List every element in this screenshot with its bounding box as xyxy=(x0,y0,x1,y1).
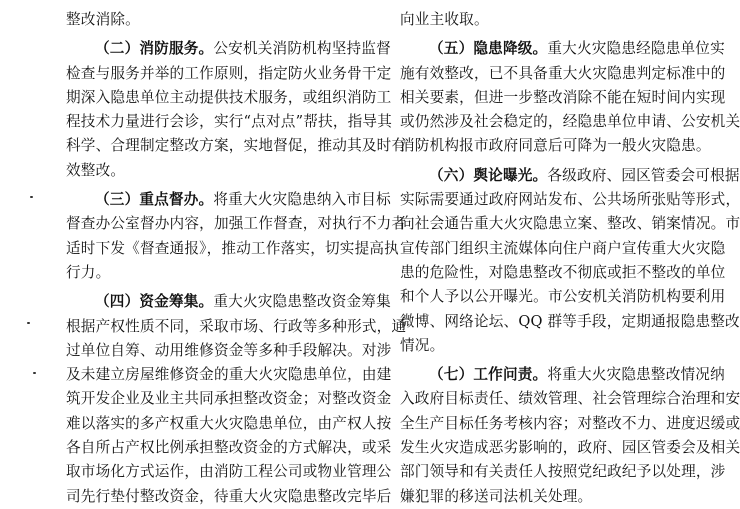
paragraph-heading: （二）消防服务。 xyxy=(95,40,214,58)
paragraph-line: 过单位自筹、动用维修资金等多种手段解决。对涉 xyxy=(66,341,392,359)
scan-speck xyxy=(30,196,33,198)
paragraph-line: 科学、合理制定整改方案，实地督促，推动其及时有 xyxy=(66,137,407,155)
paragraph-line: 部门领导和有关责任人按照党纪政纪予以处理，涉 xyxy=(400,463,726,481)
paragraph-line: 督查办公室督办内容，加强工作督查，对执行不力者 xyxy=(66,215,407,233)
paragraph-line: 微博、网络论坛、QQ 群等手段，定期通报隐患整改 xyxy=(400,312,740,330)
paragraph-line: 根据产权性质不同，采取市场、行政等多种形式，通 xyxy=(66,317,407,335)
paragraph-text: 重大火灾隐患整改资金筹集 xyxy=(213,293,391,311)
intro-tail: 整改消除。 xyxy=(66,11,140,28)
paragraph-line: 患的危险性，对隐患整改不彻底或拒不整改的单位 xyxy=(400,263,726,281)
paragraph-first-line xyxy=(400,363,725,387)
paragraph-key-supervision xyxy=(66,188,407,285)
paragraph-line: 情况。 xyxy=(400,336,445,354)
carry-over-text: 向业主收取。 xyxy=(400,11,489,28)
paragraph-heading: （六）舆论曝光。 xyxy=(429,166,548,184)
paragraph-line: 施有效整改，已不具备重大火灾隐患判定标准中的 xyxy=(400,64,726,82)
paragraph-line: 期深入隐患单位主动提供技术服务，或组织消防工 xyxy=(66,88,392,106)
paragraph-text: 各级政府、园区管委会可根据 xyxy=(547,166,740,184)
paragraph-line: 司先行垫付整改资金，待重大火灾隐患整改完毕后 xyxy=(66,487,392,505)
paragraph-line: 向社会通告重大火灾隐患立案、整改、销案情况。市 xyxy=(400,215,740,233)
paragraph-line: 和个人予以公开曝光。市公安机关消防机构要利用 xyxy=(400,288,726,306)
paragraph-text: 重大火灾隐患经隐患单位实 xyxy=(547,40,725,58)
paragraph-line: 及未建立房屋维修资金的重大火灾隐患单位，由建 xyxy=(66,366,392,384)
paragraph-heading: （四）资金筹集。 xyxy=(95,293,214,311)
paragraph-text: 将重大火灾隐患整改情况纳 xyxy=(547,366,725,384)
paragraph-line: 入政府目标责任、绩效管理、社会管理综合治理和安 xyxy=(400,390,740,408)
paragraph-text: 将重大火灾隐患纳入市目标 xyxy=(213,191,391,209)
paragraph-line: 相关要素，但进一步整改消除不能在短时间内实现 xyxy=(400,88,726,106)
paragraph-line: 或仍然涉及社会稳定的，经隐患单位申请、公安机关 xyxy=(400,113,740,131)
paragraph-line: 适时下发《督查通报》，推动工作落实，切实提高执 xyxy=(66,239,399,257)
paragraph-line: 难以落实的多产权重大火灾隐患单位，由产权人按 xyxy=(66,414,392,432)
paragraph-fire-service xyxy=(66,37,407,183)
paragraph-public-exposure xyxy=(400,164,740,358)
paragraph-line: 行力。 xyxy=(66,263,111,281)
paragraph-line: 消防机构报市政府同意后可降为一般火灾隐患。 xyxy=(400,137,711,155)
paragraph-line: 发生火灾造成恶劣影响的，政府、园区管委会及相关 xyxy=(400,439,740,457)
paragraph-line: 各自所占产权比例承担整改资金的方式解决，或采 xyxy=(66,439,392,457)
paragraph-line: 取市场化方式运作，由消防工程公司或物业管理公 xyxy=(66,463,392,481)
left-column xyxy=(66,8,407,509)
paragraph-line: 效整改。 xyxy=(66,161,126,179)
right-column xyxy=(400,8,740,509)
paragraph-fund-raising xyxy=(66,290,407,509)
paragraph-first-line xyxy=(66,188,391,212)
paragraph-line: 检查与服务并举的工作原则，指定防火业务骨干定 xyxy=(66,64,392,82)
paragraph-hazard-downgrade xyxy=(400,37,740,158)
scan-speck xyxy=(33,372,36,374)
paragraph-line: 实际需要通过政府网站发布、公共场所张贴等形式， xyxy=(400,191,740,209)
paragraph-heading: （七）工作问责。 xyxy=(429,366,548,384)
paragraph-first-line xyxy=(400,164,740,188)
paragraph-line: 全生产目标任务考核内容；对整改不力、进度迟缓或 xyxy=(400,414,740,432)
paragraph-first-line xyxy=(400,37,725,61)
paragraph-line: 宣传部门组织主流媒体向住户商户宣传重大火灾隐 xyxy=(400,239,726,257)
paragraph-heading: （五）隐患降级。 xyxy=(429,40,548,58)
paragraph-line: 嫌犯罪的移送司法机关处理。 xyxy=(400,487,593,505)
paragraph-line: 程技术力量进行会诊，实行“点对点”帮扶，指导其 xyxy=(66,113,392,131)
paragraph-first-line xyxy=(66,37,391,61)
paragraph-heading: （三）重点督办。 xyxy=(95,191,214,209)
scan-speck xyxy=(27,322,30,324)
paragraph-line: 筑开发企业及业主共同承担整改资金；对整改资金 xyxy=(66,390,392,408)
paragraph-text: 公安机关消防机构坚持监督 xyxy=(213,40,391,58)
paragraph-first-line xyxy=(66,290,391,314)
paragraph-accountability xyxy=(400,363,740,509)
